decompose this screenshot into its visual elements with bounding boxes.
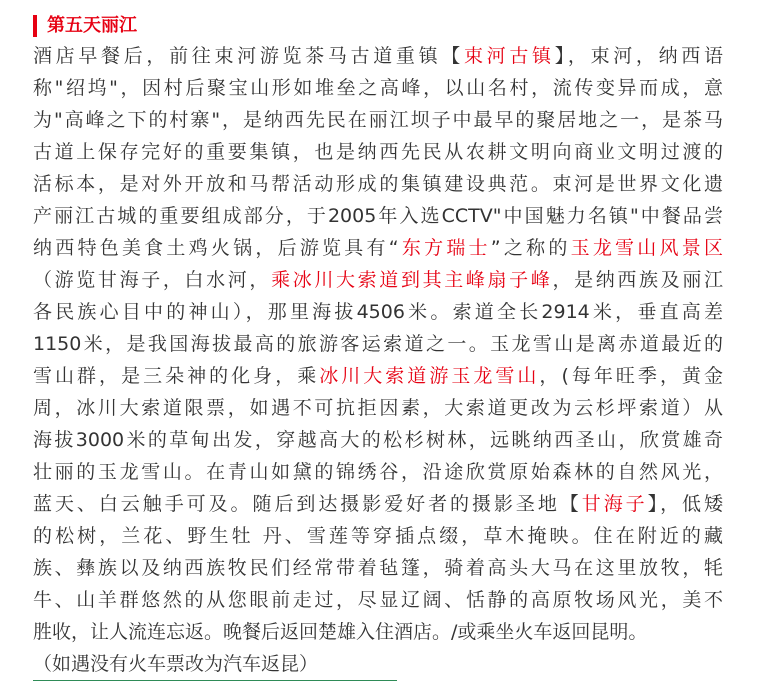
text-line <box>33 392 723 424</box>
text-line <box>33 328 723 360</box>
text-line <box>33 264 723 296</box>
text-segment: 各民族心目中的神山），那里海拔4506米。索道全长2914米，垂直高差 <box>33 301 723 323</box>
text-line <box>33 616 723 648</box>
text-line <box>33 72 723 104</box>
highlighted-place-name: 玉龙雪山风景区 <box>570 237 723 259</box>
text-segment: ，(每年旺季，黄金 <box>539 365 723 387</box>
text-segment: （如遇没有火车票改为汽车返昆） <box>33 653 319 675</box>
text-line <box>33 168 723 200</box>
text-segment: 海拔3000米的草甸出发，穿越高大的松杉树林，远眺纳西圣山，欣赏雄奇 <box>33 429 723 451</box>
text-line <box>33 296 723 328</box>
text-segment: 称"绍坞"，因村后聚宝山形如堆垒之高峰，以山名村，流传变异而成，意 <box>33 77 723 99</box>
text-segment: 古道上保存完好的重要集镇，也是纳西先民从农耕文明向商业文明过渡的 <box>33 141 723 163</box>
section-heading <box>33 12 137 40</box>
text-line <box>33 552 723 584</box>
text-segment: 的松树，兰花、野生牡 丹、雪莲等穿插点缀，草木掩映。住在附近的藏 <box>33 525 723 547</box>
text-segment: 族、彝族以及纳西族牧民们经常带着毡篷，骑着高头大马在这里放牧，牦 <box>33 557 723 579</box>
text-line <box>33 520 723 552</box>
day-title: 第五天丽江 <box>47 15 137 36</box>
text-segment: 为"高峰之下的村寨"，是纳西先民在丽江坝子中最早的聚居地之一，是茶马 <box>33 109 723 131</box>
text-segment: 】，低矮 <box>647 493 723 515</box>
highlighted-place-name: 乘冰川大索道到其主峰扇子峰 <box>271 269 553 291</box>
text-segment: 胜收，让人流连忘返。晚餐后返回楚雄入住酒店。/或乘坐火车返回昆明。 <box>33 621 648 643</box>
text-line <box>33 40 723 72</box>
highlighted-place-name: 束河古镇 <box>463 45 555 67</box>
text-segment: 活标本，是对外开放和马帮活动形成的集镇建设典范。束河是世界文化遗 <box>33 173 723 195</box>
text-line <box>33 488 723 520</box>
text-line <box>33 136 723 168</box>
text-line <box>33 200 723 232</box>
highlighted-place-name: 东方瑞士 <box>398 237 491 259</box>
text-segment: 1150米，是我国海拔最高的旅游客运索道之一。玉龙雪山是离赤道最近的 <box>33 333 723 355</box>
heading-accent-bar <box>33 15 37 37</box>
text-segment: 雪山群，是三朵神的化身，乘 <box>33 365 320 387</box>
highlighted-place-name: 甘海子 <box>581 493 648 515</box>
text-segment: （游览甘海子，白水河， <box>33 269 272 291</box>
text-line <box>33 456 723 488</box>
divider-line <box>33 680 397 681</box>
text-segment: 纳西特色美食土鸡火锅，后游览具有“ <box>33 237 399 259</box>
text-segment: 】，束河，纳西语 <box>554 45 723 67</box>
text-segment: 牛、山羊群悠然的从您眼前走过，尽显辽阔、恬静的高原牧场风光，美不 <box>33 589 723 611</box>
text-segment: ”之称的 <box>490 237 571 259</box>
text-segment: ，是纳西族及丽江 <box>552 269 723 291</box>
text-line <box>33 648 723 680</box>
text-line <box>33 584 723 616</box>
text-line <box>33 232 723 264</box>
text-line <box>33 104 723 136</box>
text-segment: 酒店早餐后，前往束河游览茶马古道重镇【 <box>33 45 464 67</box>
text-line <box>33 424 723 456</box>
itinerary-text <box>33 40 723 680</box>
text-segment: 蓝天、白云触手可及。随后到达摄影爱好者的摄影圣地【 <box>33 493 582 515</box>
text-segment: 产丽江古城的重要组成部分，于2005年入选CCTV"中国魅力名镇"中餐品尝 <box>33 205 723 227</box>
text-segment: 壮丽的玉龙雪山。在青山如黛的锦绣谷，沿途欣赏原始森林的自然风光， <box>33 461 723 483</box>
text-segment: 周，冰川大索道限票，如遇不可抗拒因素，大索道更改为云杉坪索道）从 <box>33 397 723 419</box>
text-line <box>33 360 723 392</box>
highlighted-place-name: 冰川大索道游玉龙雪山 <box>319 365 540 387</box>
